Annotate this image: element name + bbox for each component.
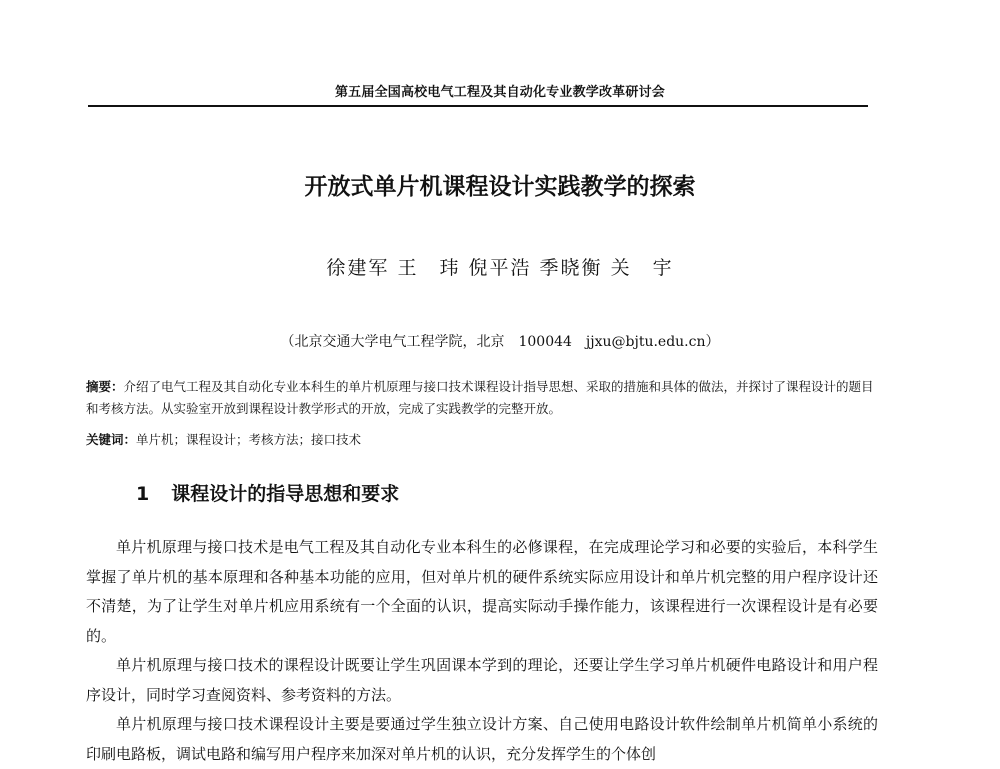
body-paragraph: 单片机原理与接口技术的课程设计既要让学生巩固课本学到的理论，还要让学生学习单片机硬件电路设计和用户程序设计，同时学习查阅资料、参考资料的方法。 [86, 656, 878, 704]
author-list: 徐建军 王 玮 倪平浩 季晓衡 关 宇 [326, 257, 674, 279]
abstract-text: 介绍了电气工程及其自动化专业本科生的单片机原理与接口技术课程设计指导思想、采取的措施和具体的做法，并探讨了课程设计的题目和考核方法。从实验室开放到课程设计教学形式的开放，完成了实践教学的完整开放。 [86, 379, 874, 416]
header-rule [88, 105, 868, 107]
body-paragraph: 单片机原理与接口技术课程设计主要是要通过学生独立设计方案、自己使用电路设计软件绘制单片机简单小系统的印刷电路板，调试电路和编写用户程序来加深对单片机的认识，充分发挥学生的个体创 [86, 715, 878, 763]
abstract [86, 376, 876, 420]
section-heading [136, 479, 399, 506]
section-number: 1 [136, 483, 150, 505]
paper-title: 开放式单片机课程设计实践教学的探索 [304, 174, 696, 200]
keywords-label: 关键词： [86, 432, 137, 447]
section-title: 课程设计的指导思想和要求 [171, 483, 400, 505]
keywords [86, 430, 876, 448]
keywords-text: 单片机；课程设计；考核方法；接口技术 [136, 432, 362, 447]
affiliation: （北京交通大学电气工程学院，北京 100044 jjxu@bjtu.edu.cn） [280, 334, 720, 350]
section-body [86, 533, 878, 769]
abstract-label: 摘要： [86, 379, 124, 394]
running-head: 第五届全国高校电气工程及其自动化专业教学改革研讨会 [334, 85, 665, 100]
body-paragraph: 单片机原理与接口技术是电气工程及其自动化专业本科生的必修课程，在完成理论学习和必要的实验后，本科学生掌握了单片机的基本原理和各种基本功能的应用，但对单片机的硬件系统实际应用设计和单片机完整的用户程序设计还不清楚，为了让学生对单片机应用系统有一个全面的认识，提高实际动手操作能力，该课程进行一次课程设计是有必要的。 [86, 538, 878, 645]
